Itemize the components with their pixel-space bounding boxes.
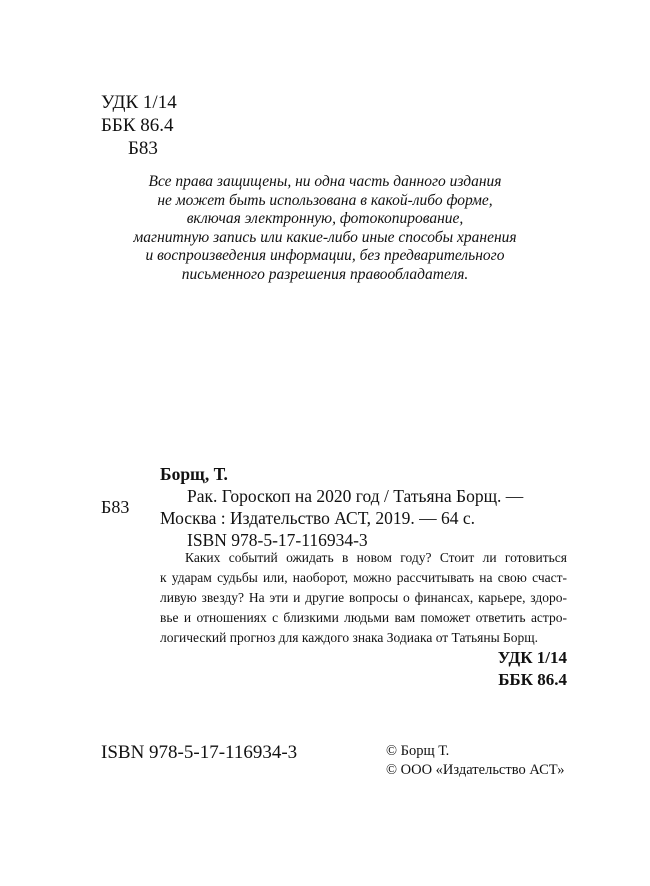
card-title-line: Рак. Гороскоп на 2020 год / Татьяна Борщ. — (187, 486, 524, 506)
rights-line: магнитную запись или какие-либо иные способы хранения (133, 228, 517, 246)
copyright-publisher: © ООО «Издательство АСТ» (386, 762, 565, 778)
rights-line: Все права защищены, ни одна часть данного издания (148, 173, 502, 190)
annotation-line: к ударам судьбы или, наоборот, можно рассчитывать на свою счаст- (160, 570, 567, 585)
card-bbk: ББК 86.4 (498, 670, 567, 689)
card-annotation (160, 548, 567, 648)
card-author-mark: Б83 (101, 497, 130, 517)
annotation-line: вье и отношениях с близкими людьми вам поможет ответить астро- (160, 610, 567, 625)
footer-isbn: ISBN 978-5-17-116934-3 (101, 742, 298, 763)
bbk-code: ББК 86.4 (101, 115, 174, 136)
rights-line: письменного разрешения правообладателя. (181, 265, 469, 283)
rights-notice (90, 173, 560, 284)
author-mark: Б83 (128, 138, 158, 159)
rights-line: включая электронную, фотокопирование, (186, 210, 464, 227)
copyright-author: © Борщ Т. (386, 743, 450, 759)
rights-line: и воспроизведения информации, без предварительного (145, 247, 505, 264)
udk-code: УДК 1/14 (101, 92, 177, 113)
card-isbn: ISBN 978-5-17-116934-3 (187, 530, 368, 550)
card-author: Борщ, Т. (160, 464, 228, 484)
card-udk: УДК 1/14 (497, 648, 567, 667)
annotation-line: логический прогноз для каждого знака Зодиака от Татьяны Борщ. (160, 630, 539, 645)
card-publisher-line: Москва : Издательство АСТ, 2019. — 64 с. (160, 508, 476, 528)
annotation-line: Каких событий ожидать в новом году? Стоит ли готовиться (185, 550, 567, 565)
annotation-line: ливую звезду? На эти и другие вопросы о финансах, карьере, здоро- (160, 590, 567, 605)
rights-line: не может быть использована в какой-либо форме, (157, 191, 493, 209)
